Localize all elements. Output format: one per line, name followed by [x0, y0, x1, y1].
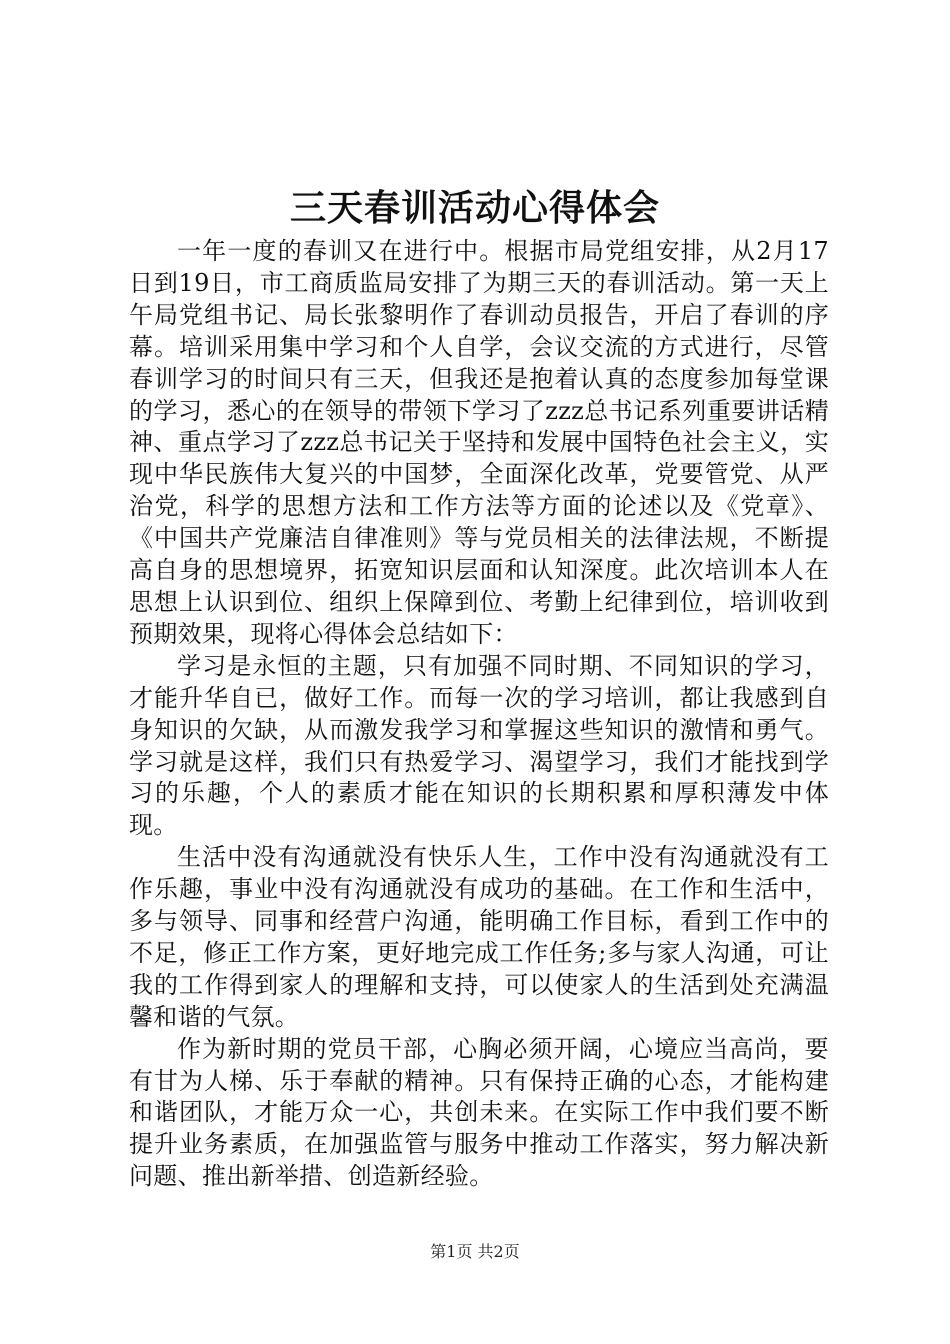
page-footer: 第1页 共2页: [430, 1242, 520, 1261]
paragraph-1: 一年一度的春训又在进行中。根据市局党组安排，从2月17日到19日，市工商质监局安排了为期三天的春训活动。第一天上午局党组书记、局长张黎明作了春训动员报告，开启了春训的序幕。培训采用集中学习和个人自学，会议交流的方式进行，尽管春训学习的时间只有三天，但我还是抱着认真的态度参加每堂课的学习，悉心的在领导的带领下学习了zzz总书记系列重要讲话精神、重点学习了zzz总书记关于坚持和发展中国特色社会主义，实现中华民族伟大复兴的中国梦，全面深化改革，党要管党、从严治党，科学的思想方法和工作方法等方面的论述以及《党章》、《中国共产党廉洁自律准则》等与党员相关的法律法规，不断提高自身的思想境界，拓宽知识层面和认知深度。此次培训本人在思想上认识到位、组织上保障到位、考勤上纪律到位，培训收到预期效果，现将心得体会总结如下：: [129, 237, 829, 648]
document-body: [129, 236, 829, 1193]
paragraph-2: 学习是永恒的主题，只有加强不同时期、不同知识的学习，才能升华自已，做好工作。而每一次的学习培训，都让我感到自身知识的欠缺，从而激发我学习和掌握这些知识的激情和勇气。学习就是这样，我们只有热爱学习、渴望学习，我们才能找到学习的乐趣，个人的素质才能在知识的长期积累和厚积薄发中体现。: [129, 651, 829, 840]
paragraph-4: 作为新时期的党员干部，心胸必须开阔，心境应当高尚，要有甘为人梯、乐于奉献的精神。只有保持正确的心态，才能构建和谐团队，才能万众一心，共创未来。在实际工作中我们要不断提升业务素质，在加强监管与服务中推动工作落实，努力解决新问题、推出新举措、创造新经验。: [129, 1034, 829, 1191]
document-title: 三天春训活动心得体会: [289, 187, 660, 229]
paragraph-3: 生活中没有沟通就没有快乐人生，工作中没有沟通就没有工作乐趣，事业中没有沟通就没有成功的基础。在工作和生活中，多与领导、同事和经营户沟通，能明确工作目标，看到工作中的不足，修正工作方案，更好地完成工作任务;多与家人沟通，可让我的工作得到家人的理解和支持，可以使家人的生活到处充满温馨和谐的气氛。: [129, 843, 829, 1031]
